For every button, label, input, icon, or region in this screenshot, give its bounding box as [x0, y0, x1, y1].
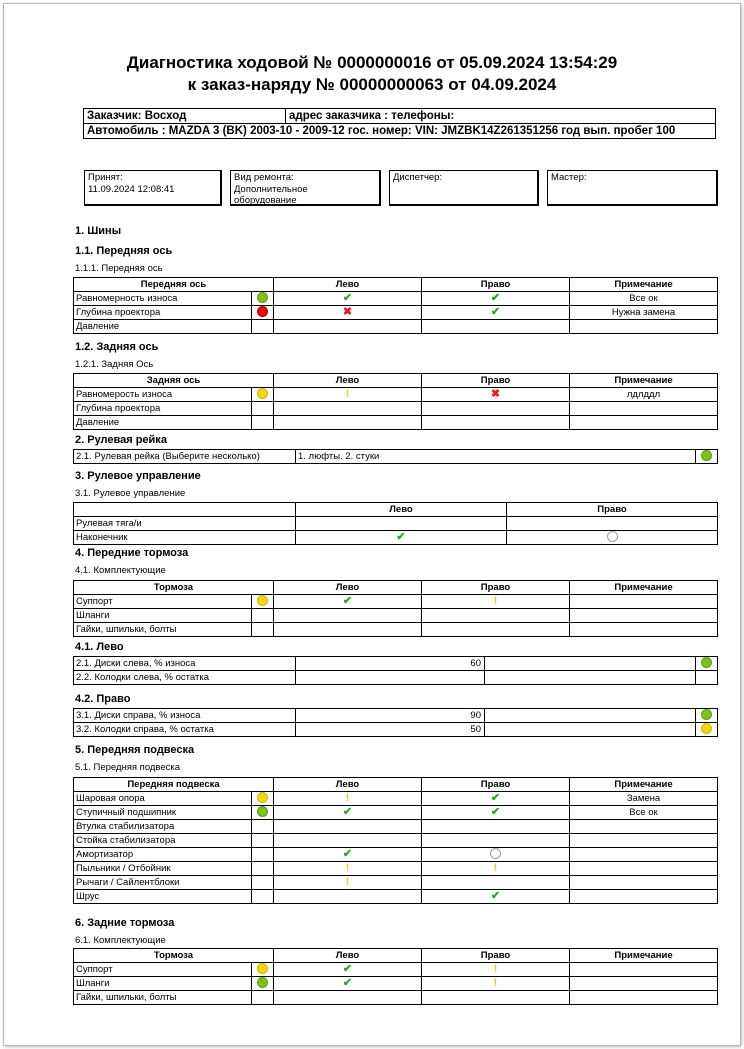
- row-name-cell: 3.2. Колодки справа, % остатка: [74, 723, 296, 737]
- table-row: [74, 792, 718, 806]
- right-mark-cell: [422, 595, 570, 609]
- check-icon: ✔: [490, 806, 501, 818]
- right-mark-cell: [422, 306, 570, 320]
- row-name-cell: Рычаги / Сайлентблоки: [74, 876, 252, 890]
- row-name-cell: Шрус: [74, 890, 252, 904]
- right-mark-cell: [422, 416, 570, 430]
- note-cell: [570, 834, 718, 848]
- row-blank-cell: [485, 671, 696, 685]
- section-4-1-heading: 4.1. Комплектующие: [75, 565, 166, 576]
- section-3-1-heading: 3.1. Рулевое управление: [75, 488, 186, 499]
- col-header-right: Право: [422, 278, 570, 292]
- row-name-cell: Пыльники / Отбойник: [74, 862, 252, 876]
- table-row: [74, 848, 718, 862]
- exclamation-icon: !: [345, 388, 350, 400]
- front-brakes-table: [73, 580, 718, 637]
- check-icon: ✔: [490, 792, 501, 804]
- note-cell: Все ок: [570, 806, 718, 820]
- col-header-left: Лево: [274, 374, 422, 388]
- table-header-row: [74, 278, 718, 292]
- row-value-cell: [296, 671, 485, 685]
- exclamation-icon: !: [493, 595, 498, 607]
- section-2-heading: 2. Рулевая рейка: [75, 434, 167, 446]
- right-mark-cell: [422, 320, 570, 334]
- row-status-cell: [252, 977, 274, 991]
- exclamation-icon: !: [493, 963, 498, 975]
- table-row: [74, 657, 718, 671]
- row-status-cell: [252, 862, 274, 876]
- col-header-left: Лево: [274, 949, 422, 963]
- left-mark-cell: [296, 531, 507, 545]
- row-name-cell: Глубина проектора: [74, 306, 252, 320]
- left-mark-cell: [274, 623, 422, 637]
- row-value-cell: 90: [296, 709, 485, 723]
- status-green-icon: [257, 977, 268, 988]
- note-cell: Все ок: [570, 292, 718, 306]
- repair-value: Дополнительное оборудование: [234, 183, 308, 206]
- left-mark-cell: [274, 320, 422, 334]
- section-6-1-heading: 6.1. Комплектующие: [75, 935, 166, 946]
- row-status-cell: [252, 834, 274, 848]
- right-discs-table: [73, 708, 718, 737]
- note-cell: [570, 623, 718, 637]
- row-status-cell: [252, 876, 274, 890]
- title-line-2: к заказ-наряду № 00000000063 от 04.09.2024: [187, 75, 557, 94]
- rack-value-cell: 1. люфты. 2. стуки: [296, 450, 696, 464]
- table-row: [74, 977, 718, 991]
- status-red-icon: [257, 306, 268, 317]
- col-header-note: Примечание: [570, 278, 718, 292]
- right-mark-cell: [422, 862, 570, 876]
- table-row: [74, 292, 718, 306]
- row-name-cell: Суппорт: [74, 963, 252, 977]
- cross-icon: ✖: [342, 306, 353, 318]
- col-header-right: Право: [422, 949, 570, 963]
- row-status-cell: [696, 657, 718, 671]
- left-mark-cell: [274, 963, 422, 977]
- table-row: [74, 963, 718, 977]
- table-header-row: [74, 581, 718, 595]
- dispatcher-box: [389, 170, 539, 206]
- note-cell: [570, 848, 718, 862]
- car-cell: Автомобиль : MAZDA 3 (BK) 2003-10 - 2009-12 гос. номер: VIN: JMZBK14Z261351256 год вып. пробег 100: [84, 124, 716, 139]
- table-row: [74, 623, 718, 637]
- left-mark-cell: [274, 991, 422, 1005]
- left-discs-table: [73, 656, 718, 685]
- right-mark-cell: [422, 977, 570, 991]
- cross-icon: ✖: [490, 388, 501, 400]
- section-1-heading: 1. Шины: [75, 225, 122, 237]
- row-status-cell: [252, 792, 274, 806]
- rear-axle-table: [73, 373, 718, 430]
- right-mark-cell: [507, 517, 718, 531]
- customer-cell: Заказчик: Восход: [84, 109, 286, 124]
- row-blank-cell: [485, 709, 696, 723]
- row-status-cell: [252, 402, 274, 416]
- table-row: [74, 320, 718, 334]
- col-header-name: Передняя ось: [74, 278, 274, 292]
- table-row: [74, 709, 718, 723]
- section-1-2-1-heading: 1.2.1. Задняя Ось: [75, 359, 154, 370]
- left-mark-cell: [274, 609, 422, 623]
- left-mark-cell: [274, 306, 422, 320]
- col-header-left: Лево: [274, 581, 422, 595]
- status-yellow-icon: [257, 792, 268, 803]
- right-mark-cell: [422, 963, 570, 977]
- right-mark-cell: [422, 834, 570, 848]
- row-name-cell: Стойка стабилизатора: [74, 834, 252, 848]
- col-header-name: Передняя подвеска: [74, 778, 274, 792]
- note-cell: [570, 320, 718, 334]
- section-1-2-heading: 1.2. Задняя ось: [75, 341, 159, 353]
- exclamation-icon: !: [345, 862, 350, 874]
- check-icon: ✔: [342, 806, 353, 818]
- table-row: [74, 862, 718, 876]
- address-cell: адрес заказчика : телефоны:: [286, 109, 716, 124]
- row-name-cell: 3.1. Диски справа, % износа: [74, 709, 296, 723]
- col-header-note: Примечание: [570, 778, 718, 792]
- row-name-cell: Глубина проектора: [74, 402, 252, 416]
- table-row: [74, 609, 718, 623]
- col-header-note: Примечание: [570, 949, 718, 963]
- front-axle-table: [73, 277, 718, 334]
- note-cell: [570, 402, 718, 416]
- right-mark-cell: [507, 531, 718, 545]
- row-blank-cell: [485, 657, 696, 671]
- right-mark-cell: [422, 890, 570, 904]
- row-name-cell: 2.1. Диски слева, % износа: [74, 657, 296, 671]
- row-status-cell: [252, 991, 274, 1005]
- exclamation-icon: !: [345, 792, 350, 804]
- table-row: [74, 306, 718, 320]
- left-mark-cell: [274, 402, 422, 416]
- col-header-left: Лево: [274, 778, 422, 792]
- left-mark-cell: [274, 416, 422, 430]
- steering-table: [73, 502, 718, 545]
- row-name-cell: Амортизатор: [74, 848, 252, 862]
- left-mark-cell: [274, 292, 422, 306]
- row-status-cell: [252, 820, 274, 834]
- row-status-cell: [252, 609, 274, 623]
- note-cell: Нужна замена: [570, 306, 718, 320]
- row-name-cell: Ступичный подшипник: [74, 806, 252, 820]
- note-cell: [570, 890, 718, 904]
- row-value-cell: 50: [296, 723, 485, 737]
- left-mark-cell: [274, 977, 422, 991]
- row-status-cell: [252, 806, 274, 820]
- section-4-2-heading: 4.2. Право: [75, 693, 131, 705]
- row-name-cell: Давление: [74, 320, 252, 334]
- note-cell: [570, 609, 718, 623]
- row-name-cell: Наконечник: [74, 531, 296, 545]
- left-mark-cell: [274, 848, 422, 862]
- right-mark-cell: [422, 792, 570, 806]
- row-status-cell: [696, 671, 718, 685]
- accepted-box: [84, 170, 222, 206]
- section-5-heading: 5. Передняя подвеска: [75, 744, 195, 756]
- section-5-1-heading: 5.1. Передняя подвеска: [75, 762, 181, 773]
- col-header-left: Лево: [274, 278, 422, 292]
- col-header-right: Право: [507, 503, 718, 517]
- table-header-row: [74, 949, 718, 963]
- master-label: Мастер:: [551, 172, 587, 183]
- table-row: [74, 834, 718, 848]
- document-title: [60, 52, 684, 96]
- row-value-cell: 60: [296, 657, 485, 671]
- row-name-cell: Суппорт: [74, 595, 252, 609]
- status-yellow-icon: [257, 595, 268, 606]
- table-row: [74, 388, 718, 402]
- row-status-cell: [696, 709, 718, 723]
- row-name-cell: 2.2. Колодки слева, % остатка: [74, 671, 296, 685]
- row-status-cell: [252, 306, 274, 320]
- row-status-cell: [252, 388, 274, 402]
- col-header-name: [74, 503, 296, 517]
- status-yellow-icon: [257, 388, 268, 399]
- section-3-heading: 3. Рулевое управление: [75, 470, 201, 482]
- check-icon: ✔: [490, 306, 501, 318]
- row-name-cell: Шланги: [74, 609, 252, 623]
- status-yellow-icon: [257, 963, 268, 974]
- row-status-cell: [252, 848, 274, 862]
- note-cell: Замена: [570, 792, 718, 806]
- note-cell: [570, 977, 718, 991]
- left-mark-cell: [274, 388, 422, 402]
- empty-circle-icon: [490, 848, 501, 859]
- check-icon: ✔: [490, 890, 501, 902]
- row-status-cell: [696, 723, 718, 737]
- row-status-cell: [252, 292, 274, 306]
- table-header-row: [74, 374, 718, 388]
- note-cell: [570, 963, 718, 977]
- note-cell: [570, 876, 718, 890]
- right-mark-cell: [422, 806, 570, 820]
- status-green-icon: [701, 709, 712, 720]
- table-row: [74, 517, 718, 531]
- table-header-row: [74, 503, 718, 517]
- status-green-icon: [257, 806, 268, 817]
- exclamation-icon: !: [345, 876, 350, 888]
- right-mark-cell: [422, 402, 570, 416]
- table-row: [74, 820, 718, 834]
- left-mark-cell: [274, 792, 422, 806]
- accepted-label: Принят:: [88, 172, 123, 183]
- row-name-cell: Рулевая тяга/и: [74, 517, 296, 531]
- section-1-1-heading: 1.1. Передняя ось: [75, 245, 173, 257]
- table-row: [74, 416, 718, 430]
- section-1-1-1-heading: 1.1.1. Передняя ось: [75, 263, 163, 274]
- row-name-cell: Равномерость износа: [74, 388, 252, 402]
- left-mark-cell: [274, 862, 422, 876]
- row-name-cell: Гайки, шпильки, болты: [74, 991, 252, 1005]
- row-status-cell: [252, 623, 274, 637]
- left-mark-cell: [274, 834, 422, 848]
- col-header-right: Право: [422, 778, 570, 792]
- row-blank-cell: [485, 723, 696, 737]
- table-row: [74, 890, 718, 904]
- table-row: [74, 991, 718, 1005]
- title-line-1: Диагностика ходовой № 0000000016 от 05.09.2024 13:54:29: [126, 53, 618, 72]
- row-name-cell: Шаровая опора: [74, 792, 252, 806]
- col-header-name: Тормоза: [74, 581, 274, 595]
- right-mark-cell: [422, 848, 570, 862]
- row-name-cell: Гайки, шпильки, болты: [74, 623, 252, 637]
- status-green-icon: [701, 450, 712, 461]
- check-icon: ✔: [342, 848, 353, 860]
- note-cell: лдлддл: [570, 388, 718, 402]
- master-box: [547, 170, 718, 206]
- repair-label: Вид ремонта:: [234, 172, 294, 183]
- note-cell: [570, 862, 718, 876]
- left-mark-cell: [274, 595, 422, 609]
- section-6-heading: 6. Задние тормоза: [75, 917, 175, 929]
- col-header-note: Примечание: [570, 374, 718, 388]
- dispatcher-label: Диспетчер:: [393, 172, 443, 183]
- steering-rack-table: [73, 449, 718, 464]
- row-name-cell: Равномерность износа: [74, 292, 252, 306]
- rack-status-cell: [696, 450, 718, 464]
- section-4-heading: 4. Передние тормоза: [75, 547, 189, 559]
- left-mark-cell: [274, 820, 422, 834]
- col-header-right: Право: [422, 581, 570, 595]
- exclamation-icon: !: [493, 977, 498, 989]
- check-icon: ✔: [342, 977, 353, 989]
- section-4-1-left-heading: 4.1. Лево: [75, 641, 124, 653]
- left-mark-cell: [274, 890, 422, 904]
- table-row: [74, 595, 718, 609]
- exclamation-icon: !: [493, 862, 498, 874]
- check-icon: ✔: [396, 531, 406, 543]
- left-mark-cell: [296, 517, 507, 531]
- check-icon: ✔: [342, 963, 353, 975]
- customer-header-table: [83, 108, 716, 139]
- status-green-icon: [701, 657, 712, 668]
- table-row: [74, 806, 718, 820]
- row-status-cell: [252, 320, 274, 334]
- left-mark-cell: [274, 806, 422, 820]
- note-cell: [570, 595, 718, 609]
- repair-type-box: [230, 170, 381, 206]
- col-header-note: Примечание: [570, 581, 718, 595]
- note-cell: [570, 416, 718, 430]
- table-row: [74, 531, 718, 545]
- table-row: [74, 723, 718, 737]
- row-status-cell: [252, 595, 274, 609]
- table-row: [74, 876, 718, 890]
- col-header-name: Задняя ось: [74, 374, 274, 388]
- col-header-name: Тормоза: [74, 949, 274, 963]
- right-mark-cell: [422, 292, 570, 306]
- check-icon: ✔: [490, 292, 501, 304]
- accepted-value: 11.09.2024 12:08:41: [88, 183, 175, 195]
- rack-name-cell: 2.1. Рулевая рейка (Выберите несколько): [74, 450, 296, 464]
- empty-circle-icon: [607, 531, 618, 542]
- note-cell: [570, 820, 718, 834]
- rear-brakes-table: [73, 948, 718, 1005]
- right-mark-cell: [422, 388, 570, 402]
- table-row: [74, 671, 718, 685]
- row-status-cell: [252, 963, 274, 977]
- col-header-left: Лево: [296, 503, 507, 517]
- status-green-icon: [257, 292, 268, 303]
- row-name-cell: Давление: [74, 416, 252, 430]
- row-status-cell: [252, 416, 274, 430]
- right-mark-cell: [422, 609, 570, 623]
- right-mark-cell: [422, 876, 570, 890]
- check-icon: ✔: [342, 595, 353, 607]
- check-icon: ✔: [342, 292, 353, 304]
- row-status-cell: [252, 890, 274, 904]
- table-row: [74, 402, 718, 416]
- right-mark-cell: [422, 623, 570, 637]
- left-mark-cell: [274, 876, 422, 890]
- row-name-cell: Втулка стабилизатора: [74, 820, 252, 834]
- right-mark-cell: [422, 820, 570, 834]
- note-cell: [570, 991, 718, 1005]
- table-header-row: [74, 778, 718, 792]
- right-mark-cell: [422, 991, 570, 1005]
- status-yellow-icon: [701, 723, 712, 734]
- front-suspension-table: [73, 777, 718, 904]
- row-name-cell: Шланги: [74, 977, 252, 991]
- col-header-right: Право: [422, 374, 570, 388]
